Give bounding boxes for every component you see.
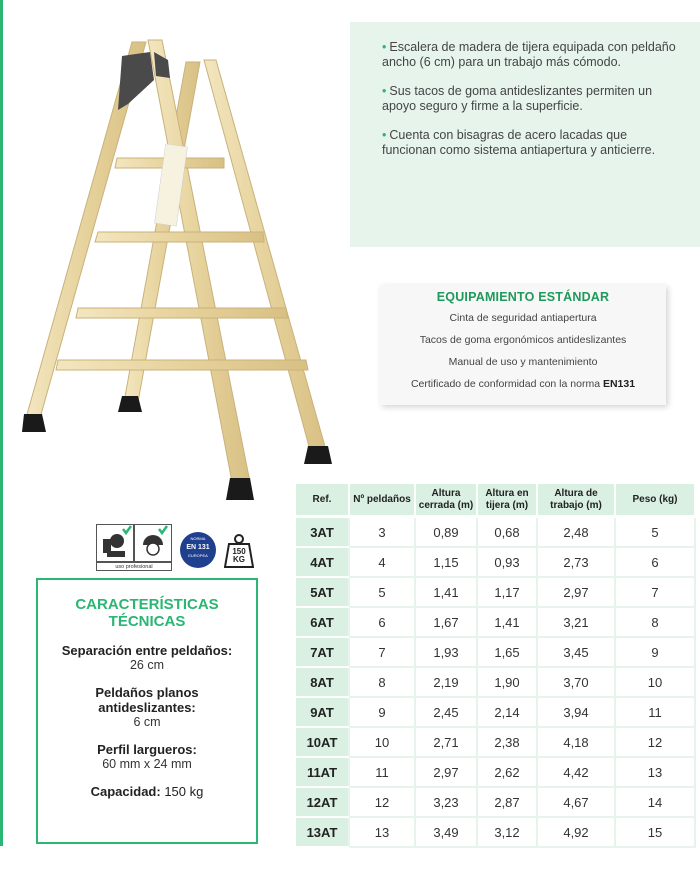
table-cell: 0,89 [416,518,478,548]
wooden-ladder-illustration [18,30,348,510]
left-accent-rule [0,0,3,846]
table-cell: 1,90 [478,668,538,698]
equipment-item: Manual de uso y mantenimiento [448,356,598,368]
table-cell: 6 [350,608,416,638]
professional-user-icon [96,524,134,562]
table-cell: 1,41 [416,578,478,608]
table-row [296,818,696,848]
en131-badge-icon: NORMA EN 131 EUROPEA [180,532,216,568]
table-header-row [296,484,696,518]
safety-helmet-icon [134,524,172,562]
table-cell: 2,97 [416,758,478,788]
tech-title: CARACTERÍSTICAS TÉCNICAS [75,596,219,630]
table-cell: 13 [616,758,696,788]
ref-cell: 7AT [296,638,350,668]
table-cell: 4,67 [538,788,616,818]
table-cell: 2,73 [538,548,616,578]
ref-cell: 9AT [296,698,350,728]
table-cell: 3,12 [478,818,538,848]
table-cell: 13 [350,818,416,848]
table-cell: 4,92 [538,818,616,848]
spec-value: 60 mm x 24 mm [102,757,192,771]
table-cell: 2,38 [478,728,538,758]
equipment-certificate: Certificado de conformidad con la norma EN131 [410,378,636,390]
table-cell: 7 [616,578,696,608]
equipment-item: Tacos de goma ergonómicos antideslizantes [419,334,627,346]
ref-cell: 5AT [296,578,350,608]
table-cell: 3,49 [416,818,478,848]
table-cell: 3,70 [538,668,616,698]
column-header: Peso (kg) [616,484,696,518]
feature-item: • Escalera de madera de tijera equipada con peldaño ancho (6 cm) para un trabajo más cómodo. [382,40,676,69]
feature-item: • Cuenta con bisagras de acero lacadas que funcionan como sistema antiapertura y anticierre. [382,128,656,157]
column-header: Altura en tijera (m) [478,484,538,518]
table-cell: 15 [616,818,696,848]
table-cell: 9 [616,638,696,668]
table-cell: 1,65 [478,638,538,668]
table-cell: 2,62 [478,758,538,788]
spec-value: 26 cm [129,658,165,672]
table-cell: 5 [350,578,416,608]
table-row [296,578,696,608]
column-header: Altura de trabajo (m) [538,484,616,518]
technical-characteristics-box [36,578,258,844]
table-cell: 2,45 [416,698,478,728]
table-cell: 3 [350,518,416,548]
table-cell: 3,94 [538,698,616,728]
feature-item: • Sus tacos de goma antideslizantes permiten un apoyo seguro y firme a la superficie. [382,84,653,113]
table-row [296,638,696,668]
ref-cell: 4AT [296,548,350,578]
table-cell: 6 [616,548,696,578]
table-cell: 3,21 [538,608,616,638]
ref-cell: 11AT [296,758,350,788]
table-cell: 10 [350,728,416,758]
table-row [296,788,696,818]
column-header: Ref. [296,484,350,518]
ref-cell: 13AT [296,818,350,848]
table-cell: 8 [350,668,416,698]
table-row [296,548,696,578]
equipment-title: EQUIPAMIENTO ESTÁNDAR [436,290,610,304]
ref-cell: 6AT [296,608,350,638]
ref-cell: 12AT [296,788,350,818]
table-cell: 1,93 [416,638,478,668]
table-cell: 14 [616,788,696,818]
table-cell: 12 [350,788,416,818]
table-cell: 1,17 [478,578,538,608]
table-cell: 8 [616,608,696,638]
column-header: Nº peldaños [350,484,416,518]
features-panel [350,22,700,247]
table-cell: 1,41 [478,608,538,638]
spec-value: 6 cm [133,715,161,729]
table-row [296,758,696,788]
table-body [296,518,696,848]
ref-cell: 3AT [296,518,350,548]
table-cell: 2,48 [538,518,616,548]
spec-table [296,484,696,848]
table-cell: 4,42 [538,758,616,788]
table-cell: 2,97 [538,578,616,608]
weight-capacity-icon: 150 KG [224,534,254,568]
ref-cell: 10AT [296,728,350,758]
table-row [296,728,696,758]
table-cell: 12 [616,728,696,758]
table-row [296,608,696,638]
table-cell: 3,23 [416,788,478,818]
column-header: Altura cerrada (m) [416,484,478,518]
table-cell: 10 [616,668,696,698]
table-cell: 3,45 [538,638,616,668]
table-cell: 9 [350,698,416,728]
table-cell: 7 [350,638,416,668]
table-cell: 1,67 [416,608,478,638]
bullet-icon: • [382,40,387,54]
table-cell: 11 [350,758,416,788]
table-cell: 4,18 [538,728,616,758]
table-row [296,668,696,698]
table-cell: 2,71 [416,728,478,758]
spec-label: Peldaños planos antideslizantes: [95,685,199,715]
bullet-icon: • [382,128,387,142]
table-cell: 11 [616,698,696,728]
table-cell: 2,87 [478,788,538,818]
equipment-item: Cinta de seguridad antiapertura [449,312,597,324]
table-cell: 1,15 [416,548,478,578]
table-cell: 0,93 [478,548,538,578]
bullet-icon: • [382,84,387,98]
capacity: Capacidad: 150 kg [90,784,204,799]
standard-equipment-box [380,285,666,405]
table-cell: 2,19 [416,668,478,698]
table-cell: 2,14 [478,698,538,728]
table-row [296,518,696,548]
usage-label: uso profesional [96,562,172,571]
certification-icons [96,522,266,572]
table-cell: 5 [616,518,696,548]
spec-label: Perfil largueros: [97,742,197,757]
table-cell: 0,68 [478,518,538,548]
spec-label: Separación entre peldaños: [61,643,233,658]
table-row [296,698,696,728]
table-cell: 4 [350,548,416,578]
ref-cell: 8AT [296,668,350,698]
